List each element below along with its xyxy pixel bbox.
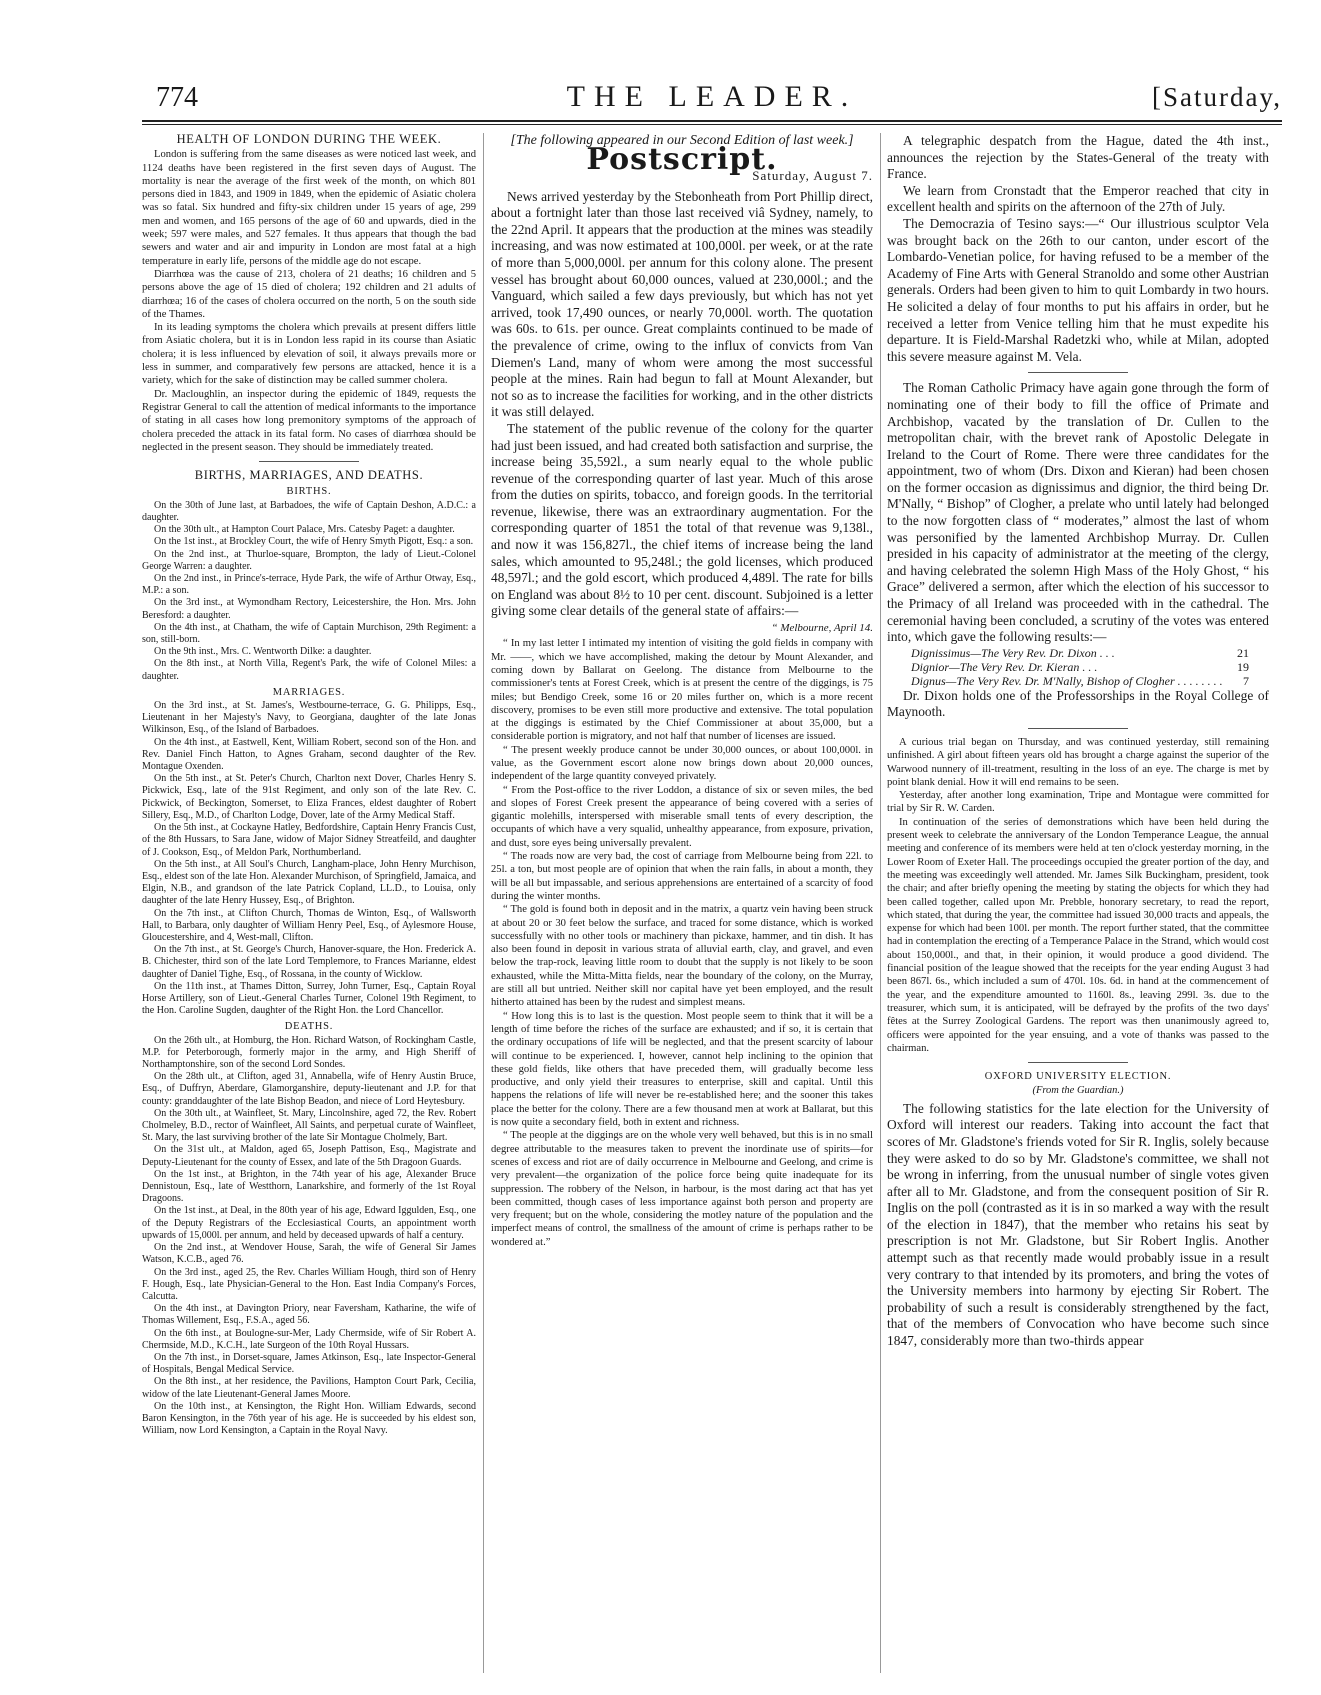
- paragraph: In its leading symptoms the cholera which prevails at present differs little from Asiatic cholera, but it is in London less rapid in its course than Asiatic cholera; it is less influenced by elevation of soil, it always prevails more or less in summer, and comparatively few persons are attacked, hence it is a variety, which for the sake of distinction may be called summer cholera.: [142, 322, 476, 387]
- birth-notice: On the 2nd inst., in Prince's-terrace, Hyde Park, the wife of Arthur Otway, Esq., M.P.: a son.: [142, 572, 476, 597]
- letter-paragraph: “ The roads now are very bad, the cost of carriage from Melbourne being from 22l. to 25l. a ton, but most people are of opinion that when the rain falls, in about a month, they will be all but impassable, and serious apprehensions are entertained of a scarcity of food during the winter months.: [491, 851, 873, 902]
- death-notice: On the 10th inst., at Kensington, the Right Hon. William Edwards, second Baron Kensington, in the 76th year of his age. He is succeeded by his eldest son, William, now Lord Kensington, a Captain in the Royal Navy.: [142, 1400, 476, 1437]
- vote-count: 7: [1243, 673, 1249, 688]
- oxford-source: (From the Guardian.): [1032, 1085, 1124, 1097]
- letter-paragraph: “ The present weekly produce cannot be under 30,000 ounces, or about 100,000l. in value, as the Government escort alone now brings down about 20,000 ounces, independent of the large quantity conveyed privately.: [491, 744, 873, 783]
- death-notice: On the 30th ult., at Wainfleet, St. Mary, Lincolnshire, aged 72, the Rev. Robert Cholmeley, B.D., rector of Wainfleet, All Saints, and perpetual curate of Wainfleet, St. Mary, the last surviving brother of the late Sir Montague Cholmely, Bart.: [142, 1107, 476, 1144]
- section-rule: [1028, 372, 1128, 373]
- death-notice: On the 8th inst., at her residence, the Pavilions, Hampton Court Park, Cecilia, widow of the late Lieutenant-General James Moore.: [142, 1376, 476, 1400]
- page-number: 774: [156, 82, 198, 113]
- paragraph: The Democrazia of Tesino says:—“ Our illustrious sculptor Vela was brought back on the 26th to our canton, under escort of the Lombardo-Venetian police, for having refused to be a member of the Academy of Fine Arts with General Stranoldo and some other Austrian generals. Orders had been given to him to quit Lombardy in two hours. He solicited a delay of four months to put his affairs in order, but he received a letter from Venice telling him that he must expedite his departure. It is Field-Marshal Radetzki who, while at Milan, adopted this severe measure against M. Vela.: [887, 215, 1269, 364]
- paragraph: Dr. Dixon holds one of the Professorships in the Royal College of Maynooth.: [887, 687, 1269, 720]
- letter-paragraph: “ In my last letter I intimated my intention of visiting the gold fields in company with Mr. ——, which we have accomplished, making the detour by Mount Alexander, and coming down by Ballarat on Geelong. The distance from Melbourne to the commissioner's tents at Forest Creek, which is at present the centre of the diggings, is 75 miles; but Bendigo Creek, some 16 or 20 miles further on, which is a more recent discovery, promises to be even still more productive and extensive. The total population at the diggings is estimated by the Chief Commissioner at about 35,000, but a considerable portion is migratory, and not half that number of licenses are issued.: [491, 638, 873, 743]
- vote-count: 19: [1237, 659, 1249, 674]
- news-items-continued: [887, 688, 1269, 729]
- birth-notice: On the 9th inst., Mrs. C. Wentworth Dilke: a daughter.: [154, 646, 372, 658]
- birth-notice: On the 3rd inst., at Wymondham Rectory, Leicestershire, the Hon. Mrs. John Beresford: a daughter.: [142, 597, 476, 621]
- paragraph: Dr. Macloughlin, an inspector during the epidemic of 1849, requests the Registrar General to call the attention of medical informants to the importance of stating in all cases how long premonitory symptoms of the approach of cholera preceded the attack in its fatal form. No cases of diarrhœa should be neglected in the present season. They should be immediately treated.: [142, 388, 476, 453]
- birth-notice: On the 2nd inst., at Thurloe-square, Brompton, the lady of Lieut.-Colonel George Warren: a daughter.: [142, 548, 476, 572]
- bmd-notices: [142, 485, 476, 1437]
- deaths-heading: DEATHS.: [284, 1021, 334, 1033]
- section-rule: [1028, 1062, 1128, 1063]
- column-left: [142, 133, 476, 1688]
- paragraph: A curious trial began on Thursday, and was continued yesterday, still remaining unfinished. A girl about fifteen years old has brought a charge against the superior of the Warwood nunnery of ill-treatment, resulting in the loss of an eye. The charge is met by point blank denial. How it will end remains to be seen.: [887, 737, 1269, 788]
- column-middle: [491, 133, 873, 1688]
- edition-note: [The following appeared in our Second Edition of last week.]: [510, 133, 854, 148]
- paragraph: A telegraphic despatch from the Hague, dated the 4th inst., announces the rejection by the States-General of the treaty with France.: [887, 133, 1269, 182]
- letter-dateline: “ Melbourne, April 14.: [771, 622, 873, 635]
- birth-notice: On the 8th inst., at North Villa, Regent's Park, the wife of Colonel Miles: a daughter.: [142, 658, 476, 682]
- death-notice: On the 1st inst., at Deal, in the 80th year of his age, Edward Iggulden, Esq., one of the Deputy Registrars of the Ecclesiastical Courts, an appointment worth upwards of 15,000l. per annum, and held by deceased upwards of half a century.: [142, 1205, 476, 1241]
- marriage-notice: On the 11th inst., at Thames Ditton, Surrey, John Turner, Esq., Captain Royal Horse Artillery, son of Lieut.-General Charles Turner, Colonel 19th Regiment, to the Hon. Caroline Sugden, daughter of the Right Hon. the Lord Chancellor.: [142, 980, 476, 1017]
- death-notice: On the 1st inst., at Brighton, in the 74th year of his age, Alexander Bruce Dennistoun, Esq., late of Westthorn, Lanarkshire, and formerly of the 1st Royal Dragoons.: [142, 1168, 476, 1205]
- death-notice: On the 28th ult., at Clifton, aged 31, Annabella, wife of Henry Austin Bruce, Esq., of Duffryn, Aberdare, Glamorganshire, deputy-lieutenant and J.P. for that county: granddaughter of the late Bishop Beadon, and niece of Lord Heytesbury.: [142, 1071, 476, 1107]
- section-rule: [1028, 728, 1128, 729]
- birth-notice: On the 1st inst., at Brockley Court, the wife of Henry Smyth Pigott, Esq.: a son.: [154, 536, 474, 548]
- marriage-notice: On the 5th inst., at Cockayne Hatley, Bedfordshire, Captain Henry Francis Cust, of the 8th Hussars, to Sara Jane, widow of Major Sidney Streatfeild, and daughter of J. Cookson, Esq., of Meldon Park, Northumberland.: [142, 822, 476, 858]
- news-items-small: [887, 736, 1269, 1055]
- vote-row: [887, 674, 1269, 688]
- paragraph: Yesterday, after another long examination, Tripe and Montague were committed for trial by Sir R. W. Carden.: [887, 790, 1269, 815]
- vote-results: [887, 646, 1269, 688]
- death-notice: On the 31st ult., at Maldon, aged 65, Joseph Pattison, Esq., Magistrate and Deputy-Lieutenant for the county of Essex, and late of the 5th Dragoon Guards.: [142, 1144, 476, 1168]
- health-article: [142, 148, 476, 454]
- paragraph: We learn from Cronstadt that the Emperor reached that city in excellent health and spirits on the afternoon of the 27th of July.: [887, 182, 1269, 215]
- paragraph: The statement of the public revenue of the colony for the quarter had just been issued, and had created both satisfaction and surprise, the increase being 35,592l., a sum nearly equal to the whole public revenue of the corresponding quarter of last year. Much of this arose from the duties on spirits, tobacco, and foreign goods. In the territorial revenue, likewise, there was an extraordinary augmentation. For the corresponding quarter of 1851 the total of that revenue was 9,138l., and now it was 156,827l., the chief items of increase being the land sales, which amounted to 95,248l.; the gold licenses, which produced 48,597l.; and the gold escort, which produced 4,489l. The rate for bills on England was about 8½ to 10 per cent. discount. Subjoined is a letter giving some clear details of the general state of affairs:—: [491, 420, 873, 619]
- vote-label: Dignissimus—The Very Rev. Dr. Dixon . . .: [911, 645, 1115, 660]
- birth-notice: On the 4th inst., at Chatham, the wife of Captain Murchison, 29th Regiment: a son, still-born.: [142, 621, 476, 645]
- paragraph: London is suffering from the same diseases as were noticed last week, and 1124 deaths have been registered in the first seven days of August. The mortality is near the average of the first week of the month, on which 801 persons died in 1843, and 1909 in 1849, when the epidemic of Asiatic cholera was so fatal. Six hundred and fifty-six children under 15 years of age, 299 men and women, and 165 persons of the age of 60 and upwards, died in the week; 597 were males, and 527 females. It thus appears that though the bad sewers and water and air and impurity in London are most fatal at a high temperature in early life, persons of the middle age do not escape.: [142, 149, 476, 267]
- marriages-heading: MARRIAGES.: [272, 686, 346, 698]
- death-notice: On the 7th inst., in Dorset-square, James Atkinson, Esq., late Inspector-General of Hospitals, Bengal Medical Service.: [142, 1351, 476, 1376]
- marriage-notice: On the 5th inst., at All Soul's Church, Langham-place, John Henry Murchison, Esq., eldest son of the late Hon. Alexander Murchison, of Springfield, Jamaica, and Elgin, N.B., and grandson of the late Patrick Copland, LL.D., to Louisa, only daughter of the late Henry Hussey, Esq., of Brighton.: [142, 858, 476, 907]
- marriage-notice: On the 4th inst., at Eastwell, Kent, William Robert, second son of the Hon. and Rev. Daniel Finch Hatton, to Agnes Graham, second daughter of the Rev. Montague Oxenden.: [142, 736, 476, 773]
- death-notice: On the 3rd inst., aged 25, the Rev. Charles William Hough, third son of Henry F. Hough, Esq., late Physician-General to the Hon. East India Company's Forces, Calcutta.: [142, 1266, 476, 1302]
- postscript-article: [491, 189, 873, 620]
- birth-notice: On the 30th of June last, at Barbadoes, the wife of Captain Deshon, A.D.C.: a daughter.: [142, 499, 476, 523]
- letter-paragraph: “ How long this is to last is the question. Most people seem to think that it will be a length of time before the riches of the surface are exhausted; and if so, it is certain that the ordinary occupations of life will be neglected, and that the present scarcity of labour will continue to be experienced. I, however, cannot help inclining to the opinion that these gold fields, like others that have preceded them, will gradually become less productive, and only yield their treasures to enterprise, skill and capital. Until this happens the relations of life will never be re-established here; and the sooner this takes place the better for the colony. There are a few thousand men at work at Ballarat, but this is now quite a secondary field, both in extent and richness.: [491, 1010, 873, 1129]
- paragraph: News arrived yesterday by the Stebonheath from Port Phillip direct, about a fortnight later than those last received viâ Sydney, namely, to the 22nd April. It appears that the production at the mines was steadily increasing, and was now estimated at 100,000l. per week, or at the rate of more than 5,000,000l. per annum for this colony alone. The present vessel has brought about 60,000 ounces, valued at 230,000l.; and the Vanguard, which sailed a few days previously, but which has not yet arrived, took 17,490 ounces, or nearly 70,000l. worth. The quotation was 60s. to 61s. per ounce. Great complaints continued to be made of the prevalence of crime, owing to the influx of convicts from Van Diemen's Land, many of whom were among the most successful people at the mines. Rain had begun to fall at Mount Alexander, but not so as to increase the facilities for working, and in the other districts it was still delayed.: [491, 188, 873, 420]
- vote-row: [887, 660, 1269, 674]
- death-notice: On the 4th inst., at Davington Priory, near Faversham, Katharine, the wife of Thomas Willement, Esq., F.S.A., aged 56.: [142, 1303, 476, 1327]
- vote-row: [887, 646, 1269, 660]
- death-notice: On the 6th inst., at Boulogne-sur-Mer, Lady Chermside, wife of Sir Robert A. Chermside, M.D., K.C.H., late Surgeon of the 10th Royal Hussars.: [142, 1327, 476, 1351]
- health-heading: HEALTH OF LONDON DURING THE WEEK.: [176, 133, 442, 146]
- paragraph: In continuation of the series of demonstrations which have been held during the present week to celebrate the anniversary of the London Temperance League, the annual meeting and conference of its members were held at ten o'clock yesterday morning, in the Lower Room of Exeter Hall. The proceedings occupied the greater portion of the day, and the meeting was exceedingly well attended. Mr. James Silk Buckingham, president, took the chair; and after briefly opening the meeting by stating the objects for which they had been called together, called upon Mr. Prebble, honorary secretary, to read the report, which stated, that during the year, the committee had issued 30,000 tracts and appeals, the expense for which had been 100l. per month. The report further stated, that the committee had in contemplation the erecting of a Temperance Palace in the Strand, which would cost about 150,000l., and that, in their opinion, it would produce a good dividend. The financial position of the league showed that the receipts for the year ending August 3 had been 867l. 6s., which included a sum of 470l. 10s. 6d. in hand at the commencement of the year, and the expenditure amounted to 1160l. 8s., leaving 299l. 3s. due to the treasurer, which sum, it is anticipated, will be defrayed by the profits of the two days' fêtes at the Surrey Zoological Gardens. The report was then unanimously agreed to, officers were appointed for the year ensuing, and a vote of thanks was passed to the chairman.: [887, 816, 1269, 1054]
- vote-label: Dignior—The Very Rev. Dr. Kieran . . .: [911, 659, 1098, 674]
- births-heading: BIRTHS.: [286, 486, 332, 498]
- marriage-notice: On the 7th inst., at St. George's Church, Hanover-square, the Hon. Frederick A. B. Chichester, third son of the late Lord Templemore, to Frances Marianne, eldest daughter of Daniel Tighe, Esq., of Rossana, in the county of Wicklow.: [142, 944, 476, 980]
- letter-paragraph: “ From the Post-office to the river Loddon, a distance of six or seven miles, the bed and slopes of Forest Creek present the appearance of being covered with a series of gigantic molehills, interspersed with miserable small tents of every description, the occupants of which have a very squalid, unhealthy appearance, from exposure, privation, and dust, sore eyes being universally prevalent.: [491, 784, 873, 849]
- news-items: [887, 133, 1269, 646]
- section-rule: [259, 461, 359, 462]
- bmd-heading: BIRTHS, MARRIAGES, AND DEATHS.: [194, 468, 424, 483]
- vote-count: 21: [1237, 645, 1249, 660]
- letter-paragraph: “ The gold is found both in deposit and in the matrix, a quartz vein having been struck at about 20 or 30 feet below the surface, and traced for some distance, which is worked successfully with no other tools or machinery than pickaxe, hammer, and tin dish. It has also been found in deposit in various strata of alluvial earth, clay, and gravel, and even below the trap-rock, leaving little room to doubt that the supply is not likely to be soon exhausted, while the Mitta-Mitta fields, near the boundary of the colony, on the Murray, are still all but untried. Neither skill nor capital have yet been employed, and the result hitherto attained has been by the rudest and simplest means.: [491, 904, 873, 1009]
- vote-label: Dignus—The Very Rev. Dr. M'Nally, Bishop of Clogher . . . . . . . .: [911, 673, 1223, 688]
- postscript-heading: Postscript.: [586, 142, 778, 177]
- paragraph: Diarrhœa was the cause of 213, cholera of 21 deaths; 16 children and 5 persons above the age of 15 died of cholera; 192 children and 21 adults of diarrhœa; 16 of the cases of cholera occurred on the north, 5 on the south side of the Thames.: [142, 268, 476, 320]
- newspaper-title: THE LEADER.: [566, 80, 858, 113]
- column-right: [887, 133, 1269, 1688]
- oxford-article: [887, 1101, 1269, 1350]
- masthead-rule-thin: [142, 124, 1282, 125]
- marriage-notice: On the 3rd inst., at St. James's, Westbourne-terrace, G. G. Philipps, Esq., Lieutenant in her Majesty's Navy, to Georgiana, daughter of the late Jonas Wilkinson, Esq., of the Island of Barbadoes.: [142, 700, 476, 736]
- birth-notice: On the 30th ult., at Hampton Court Palace, Mrs. Catesby Paget: a daughter.: [154, 524, 455, 536]
- paragraph: The following statistics for the late election for the University of Oxford will interest our readers. Taking into account the fact that scores of Mr. Gladstone's friends voted for Sir R. Inglis, solely because they were asked to do so by Mr. Gladstone's committee, we shall not be wrong in inferring, from the unusual number of single votes given after all to Mr. Gladstone, and from the consequent position of Sir R. Inglis on the poll (contrasted as it is in so marked a way with the result of the election in 1847), that the member who retains his seat by prescription is not Mr. Gladstone, but Sir Robert Inglis. Another attempt such as that recently made would probably issue in a result very contrary to that intended by its promoters, and bring the votes of the University members into harmony by ejecting Sir Robert. The probability of such a result is considerably strengthened by the fact, that of the members of Convocation who have become such since 1847, considerably more than two-thirds appear: [887, 1100, 1269, 1349]
- primacy-paragraph: The Roman Catholic Primacy have again gone through the form of nominating one of their body to fill the office of Primate and Archbishop, vacated by the translation of Dr. Cullen to the metropolitan chair, with the brevet rank of Apostolic Delegate in Ireland to the Court of Rome. There were three candidates for the appointment, two of whom (Drs. Dixon and Kieran) had been chosen on the former occasion as dignissimus and dignior, the third being Dr. M'Nally, “ Bishop” of Clogher, a prelate who until lately had belonged to the now forgotten class of “ moderates,” almost the last of whom was personified by the lamented Archbishop Murray. Dr. Cullen presided in his capacity of administrator at the meeting of the clergy, and having celebrated the solemn High Mass of the Holy Ghost, “ his Grace” delivered a sermon, after which the election of his successor to the Primacy of all Ireland was proceeded with in the cathedral. The ceremonial having been concluded, a scrutiny of the votes was entered into, which gave the following results:—: [887, 380, 1269, 645]
- column-divider: [880, 133, 881, 1673]
- melbourne-letter: [491, 637, 873, 1249]
- masthead-rule: [142, 120, 1282, 122]
- death-notice: On the 2nd inst., at Wendover House, Sarah, the wife of General Sir James Watson, K.C.B., aged 76.: [142, 1242, 476, 1266]
- postscript-dateline: Saturday, August 7.: [752, 168, 873, 184]
- running-day: [Saturday,: [1152, 82, 1282, 112]
- letter-paragraph: “ The people at the diggings are on the whole very well behaved, but this is in no small degree attributable to the measures taken to prevent the inordinate use of spirits—for scenes of excess and riot are of daily occurrence in Melbourne and Geelong, and crime is very prevalent—the organization of the police force being quite inadequate for its suppression. The robbery of the Nelson, in harbour, is the most daring act that has yet been committed, though cases of less importance against both person and property are very frequent; but on the whole, considering the motley nature of the population and the imperfect means of control, the smallness of the amount of crime is perhaps rather to be wondered at.”: [491, 1130, 873, 1248]
- column-divider: [483, 133, 484, 1673]
- marriage-notice: On the 5th inst., at St. Peter's Church, Charlton next Dover, Charles Henry S. Pickwick, Esq., late of the 91st Regiment, and only son of the late Rev. C. Pickwick, of Beckington, Somerset, to Eliza Frances, eldest daughter of Robert Sillery, Esq., M.D., of Charlton Lodge, Dover, late of the Army Medical Staff.: [142, 773, 476, 821]
- death-notice: On the 26th ult., at Homburg, the Hon. Richard Watson, of Rockingham Castle, M.P. for Peterborough, formerly major in the army, and High Sheriff of Northamptonshire, son of the second Lord Sondes.: [142, 1034, 476, 1071]
- oxford-heading: OXFORD UNIVERSITY ELECTION.: [984, 1071, 1172, 1083]
- masthead: [142, 78, 1282, 122]
- marriage-notice: On the 7th inst., at Clifton Church, Thomas de Winton, Esq., of Wallsworth Hall, to Barbara, only daughter of William Henry Peel, Esq., of Aylesmore House, Gloucestershire, and 4, West-mall, Clifton.: [142, 907, 476, 943]
